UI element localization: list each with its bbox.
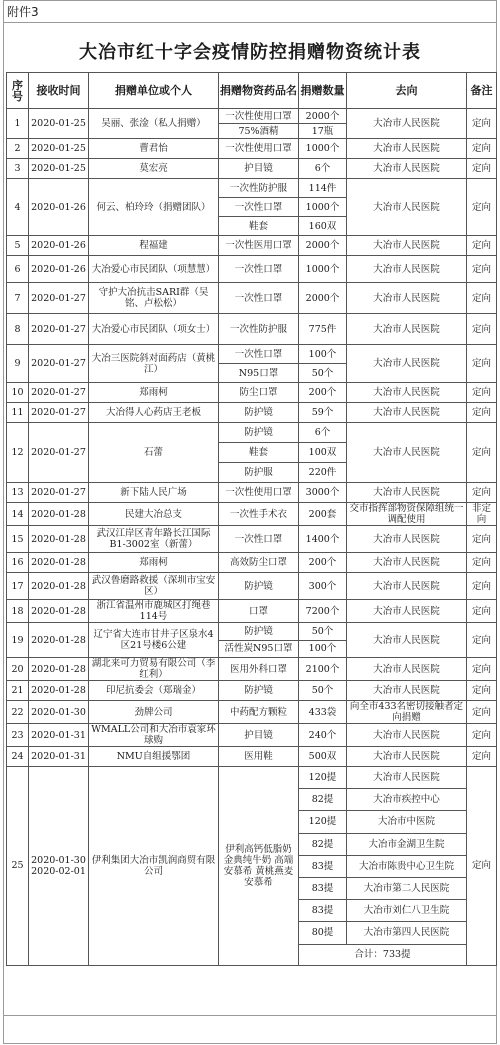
table-row (7, 314, 497, 345)
note: 定向 (467, 483, 497, 503)
note: 定向 (467, 573, 497, 600)
note: 非定向 (467, 503, 497, 526)
donor: 程福建 (89, 236, 219, 256)
note: 定向 (467, 423, 497, 483)
row-number: 22 (7, 701, 29, 724)
item-name: 75%酒精 (219, 124, 299, 139)
receive-date: 2020-01-28 (29, 573, 89, 600)
item-name: 一次性使用口罩 (219, 483, 299, 503)
note: 定向 (467, 314, 497, 345)
item-quantity: 80提 (299, 922, 347, 944)
table-row (7, 423, 497, 443)
item-name: 防护服 (219, 463, 299, 483)
item-quantity: 240个 (299, 724, 347, 747)
donor: NMU自组援鄂团 (89, 747, 219, 767)
item-name: 中药配方颗粒 (219, 701, 299, 724)
receive-date: 2020-01-27 (29, 483, 89, 503)
header-note: 备注 (467, 73, 497, 109)
header-date: 接收时间 (29, 73, 89, 109)
item-name: 一次性医用口罩 (219, 236, 299, 256)
table-row (7, 623, 497, 641)
donor: 大冶三医院斜对面药店（黄桃江） (89, 345, 219, 383)
receive-date: 2020-01-28 (29, 503, 89, 526)
item-quantity: 200套 (299, 503, 347, 526)
row-number: 2 (7, 139, 29, 159)
item-quantity: 59个 (299, 403, 347, 423)
note: 定向 (467, 623, 497, 658)
destination: 大冶市人民医院 (347, 283, 467, 314)
destination: 大冶市人民医院 (347, 623, 467, 658)
note: 定向 (467, 236, 497, 256)
item-quantity: 114件 (299, 179, 347, 198)
destination: 大冶市人民医院 (347, 747, 467, 767)
note: 定向 (467, 701, 497, 724)
header-no: 序号 (7, 73, 29, 109)
receive-date: 2020-01-30 (29, 701, 89, 724)
receive-date: 2020-01-28 (29, 553, 89, 573)
donation-table (6, 72, 497, 966)
table-row (7, 109, 497, 124)
row-number: 4 (7, 179, 29, 236)
item-name: 防护镜 (219, 681, 299, 701)
table-row (7, 701, 497, 724)
header-donor: 捐赠单位或个人 (89, 73, 219, 109)
table-row (7, 600, 497, 623)
grid-line (4, 22, 496, 23)
item-quantity: 2000个 (299, 236, 347, 256)
item-name: 防护镜 (219, 423, 299, 443)
donor: 曹君怡 (89, 139, 219, 159)
item-quantity: 775件 (299, 314, 347, 345)
item-name: 一次性口罩 (219, 198, 299, 217)
donor: 民建大冶总支 (89, 503, 219, 526)
table-row (7, 681, 497, 701)
receive-date: 2020-01-27 (29, 314, 89, 345)
item-name: 一次性使用口罩 (219, 139, 299, 159)
note: 定向 (467, 600, 497, 623)
item-quantity: 83提 (299, 900, 347, 922)
total-quantity: 合计：733提 (299, 944, 467, 965)
row-number: 10 (7, 383, 29, 403)
row-number: 5 (7, 236, 29, 256)
receive-date: 2020-01-27 (29, 383, 89, 403)
receive-date: 2020-01-28 (29, 600, 89, 623)
destination: 大冶市人民医院 (347, 423, 467, 483)
receive-date: 2020-01-28 (29, 526, 89, 553)
table-row (7, 658, 497, 681)
receive-date: 2020-01-27 (29, 423, 89, 483)
note: 定向 (467, 345, 497, 383)
item-name: 防护镜 (219, 623, 299, 641)
receive-date: 2020-01-25 (29, 109, 89, 139)
receive-date: 2020-01-28 (29, 681, 89, 701)
row-number: 16 (7, 553, 29, 573)
note: 定向 (467, 283, 497, 314)
item-quantity: 160双 (299, 217, 347, 236)
table-row (7, 345, 497, 364)
donor: 辽宁省大连市甘井子区泉水4区21号楼6公建 (89, 623, 219, 658)
note: 定向 (467, 553, 497, 573)
item-quantity: 17瓶 (299, 124, 347, 139)
destination: 大冶市人民医院 (347, 236, 467, 256)
destination: 大冶市第四人民医院 (347, 922, 467, 944)
note: 定向 (467, 526, 497, 553)
destination: 大冶市人民医院 (347, 573, 467, 600)
table-row (7, 403, 497, 423)
receive-date: 2020-01-27 (29, 345, 89, 383)
note: 定向 (467, 179, 497, 236)
item-quantity: 50个 (299, 681, 347, 701)
table-row (7, 767, 497, 789)
note: 定向 (467, 681, 497, 701)
item-name: 一次性口罩 (219, 283, 299, 314)
donor: 伊利集团大冶市凯润商贸有限公司 (89, 767, 219, 966)
grid-line (4, 1043, 496, 1044)
receive-date: 2020-01-26 (29, 236, 89, 256)
item-quantity: 1000个 (299, 198, 347, 217)
row-number: 3 (7, 159, 29, 179)
note: 定向 (467, 403, 497, 423)
row-number: 24 (7, 747, 29, 767)
item-quantity: 200个 (299, 383, 347, 403)
table-row (7, 283, 497, 314)
row-number: 20 (7, 658, 29, 681)
item-name: 口罩 (219, 600, 299, 623)
item-name: 高效防尘口罩 (219, 553, 299, 573)
item-quantity: 50个 (299, 623, 347, 641)
row-number: 23 (7, 724, 29, 747)
item-quantity: 500双 (299, 747, 347, 767)
destination: 大冶市人民医院 (347, 139, 467, 159)
item-name: 一次性手术衣 (219, 503, 299, 526)
item-quantity: 120提 (299, 811, 347, 833)
destination: 大冶市人民医院 (347, 767, 467, 789)
destination: 大冶市人民医院 (347, 179, 467, 236)
item-name: 护目镜 (219, 159, 299, 179)
row-number: 9 (7, 345, 29, 383)
destination: 大冶市人民医院 (347, 159, 467, 179)
grid-line (4, 1015, 496, 1016)
table-row (7, 553, 497, 573)
destination: 大冶市人民医院 (347, 600, 467, 623)
item-name: 鞋套 (219, 443, 299, 463)
header-item: 捐赠物资药品名 (219, 73, 299, 109)
row-number: 12 (7, 423, 29, 483)
donor: 大冶爱心市民团队（项慧慧） (89, 256, 219, 283)
item-quantity: 50个 (299, 364, 347, 383)
table-row (7, 483, 497, 503)
page-title: 大冶市红十字会疫情防控捐赠物资统计表 (79, 42, 421, 63)
destination: 大冶市人民医院 (347, 314, 467, 345)
table-header-row (7, 73, 497, 109)
item-name: 防护镜 (219, 403, 299, 423)
item-name: 伊利高钙低脂奶 金典纯牛奶 高端安慕希 黄桃燕麦安慕希 (219, 767, 299, 966)
item-quantity: 433袋 (299, 701, 347, 724)
header-qty: 捐赠数量 (299, 73, 347, 109)
destination: 大冶市人民医院 (347, 345, 467, 383)
table-row (7, 256, 497, 283)
item-quantity: 6个 (299, 423, 347, 443)
receive-date: 2020-01-26 (29, 179, 89, 236)
receive-date-start: 2020-01-30 (31, 854, 86, 866)
row-number: 19 (7, 623, 29, 658)
note: 定向 (467, 139, 497, 159)
item-quantity: 100双 (299, 443, 347, 463)
item-name: 一次性防护服 (219, 179, 299, 198)
item-name: 一次性口罩 (219, 526, 299, 553)
row-number: 21 (7, 681, 29, 701)
receive-date: 2020-01-28 (29, 623, 89, 658)
item-quantity: 300个 (299, 573, 347, 600)
donor: 印尼抗委会（郑瑞金） (89, 681, 219, 701)
item-quantity: 7200个 (299, 600, 347, 623)
table-row (7, 139, 497, 159)
row-number: 18 (7, 600, 29, 623)
row-number: 1 (7, 109, 29, 139)
item-quantity: 6个 (299, 159, 347, 179)
destination: 大冶市刘仁八卫生院 (347, 900, 467, 922)
table-row (7, 526, 497, 553)
destination: 大冶市金湖卫生院 (347, 833, 467, 855)
table-row (7, 236, 497, 256)
donor: 武汉江岸区青年路长江国际B1-3002室（新蕾） (89, 526, 219, 553)
donor: 大冶得人心药店王老板 (89, 403, 219, 423)
item-name: 一次性口罩 (219, 345, 299, 364)
item-quantity: 2000个 (299, 109, 347, 124)
receive-date: 2020-01-25 (29, 139, 89, 159)
receive-date-end: 2020-02-01 (31, 865, 86, 877)
item-quantity: 1000个 (299, 139, 347, 159)
item-name: 一次性口罩 (219, 256, 299, 283)
donor: 湖北来可力贸易有限公司（李红利） (89, 658, 219, 681)
item-quantity: 82提 (299, 833, 347, 855)
item-quantity: 83提 (299, 877, 347, 899)
row-number: 14 (7, 503, 29, 526)
spreadsheet-sheet (3, 0, 497, 1044)
receive-date: 2020-01-25 (29, 159, 89, 179)
donor: 劲牌公司 (89, 701, 219, 724)
item-name: 防尘口罩 (219, 383, 299, 403)
item-name: 鞋套 (219, 217, 299, 236)
destination: 大冶市人民医院 (347, 483, 467, 503)
row-number: 25 (7, 767, 29, 966)
destination: 大冶市人民医院 (347, 403, 467, 423)
item-quantity: 1000个 (299, 256, 347, 283)
item-quantity: 3000个 (299, 483, 347, 503)
donor: 浙江省温州市鹿城区打绳巷114号 (89, 600, 219, 623)
donor: 郑雨柯 (89, 383, 219, 403)
donor: 石蕾 (89, 423, 219, 483)
receive-date: 2020-01-27 (29, 403, 89, 423)
donor: 守护大冶抗击SARI群（吴铭、卢松松） (89, 283, 219, 314)
item-name: 医用外科口罩 (219, 658, 299, 681)
destination: 大冶市中医院 (347, 811, 467, 833)
header-destination: 去向 (347, 73, 467, 109)
table-row (7, 179, 497, 198)
item-quantity: 82提 (299, 789, 347, 811)
table-row (7, 383, 497, 403)
donor: 新下陆人民广场 (89, 483, 219, 503)
destination: 大冶市人民医院 (347, 256, 467, 283)
item-quantity: 2000个 (299, 283, 347, 314)
note: 定向 (467, 747, 497, 767)
donor: 莫宏亮 (89, 159, 219, 179)
item-quantity: 83提 (299, 855, 347, 877)
donor: 何云、柏玲玲（捐赠团队） (89, 179, 219, 236)
receive-date: 2020-01-26 (29, 256, 89, 283)
item-name: 一次性使用口罩 (219, 109, 299, 124)
note: 定向 (467, 159, 497, 179)
row-number: 8 (7, 314, 29, 345)
item-name: 活性炭N95口罩 (219, 640, 299, 658)
destination: 大冶市人民医院 (347, 383, 467, 403)
note: 定向 (467, 767, 497, 966)
row-number: 6 (7, 256, 29, 283)
destination: 大冶市疾控中心 (347, 789, 467, 811)
note: 定向 (467, 256, 497, 283)
donor: 武汉鲁磨路救援（深圳市宝安区） (89, 573, 219, 600)
receive-date: 2020-01-31 (29, 724, 89, 747)
table-row (7, 503, 497, 526)
note: 定向 (467, 383, 497, 403)
row-number: 7 (7, 283, 29, 314)
table-row (7, 159, 497, 179)
note: 定向 (467, 724, 497, 747)
donor: 吴丽、张淦（私人捐赠） (89, 109, 219, 139)
row-number: 15 (7, 526, 29, 553)
item-name: 医用鞋 (219, 747, 299, 767)
destination: 向全市433名密切接触者定向捐赠 (347, 701, 467, 724)
destination: 大冶市第二人民医院 (347, 877, 467, 899)
receive-date: 2020-01-27 (29, 283, 89, 314)
attachment-label: 附件3 (7, 5, 39, 19)
note: 定向 (467, 658, 497, 681)
item-quantity: 200个 (299, 553, 347, 573)
grid-line (4, 0, 496, 1)
destination: 大冶市陈贵中心卫生院 (347, 855, 467, 877)
destination: 大冶市人民医院 (347, 681, 467, 701)
donor: 大冶爱心市民团队（项女士） (89, 314, 219, 345)
donor: 郑雨柯 (89, 553, 219, 573)
item-name: 护目镜 (219, 724, 299, 747)
item-quantity: 120提 (299, 767, 347, 789)
destination: 大冶市人民医院 (347, 724, 467, 747)
donor: WMALL公司和大冶市袁家环球购 (89, 724, 219, 747)
table-row (7, 747, 497, 767)
destination: 大冶市人民医院 (347, 553, 467, 573)
destination: 交市指挥部物资保障组统一调配使用 (347, 503, 467, 526)
receive-date: 2020-01-31 (29, 747, 89, 767)
destination: 大冶市人民医院 (347, 109, 467, 139)
destination: 大冶市人民医院 (347, 526, 467, 553)
receive-date: 2020-01-28 (29, 658, 89, 681)
item-quantity: 220件 (299, 463, 347, 483)
receive-date (29, 767, 89, 966)
item-quantity: 100个 (299, 640, 347, 658)
row-number: 11 (7, 403, 29, 423)
table-row (7, 724, 497, 747)
destination: 大冶市人民医院 (347, 658, 467, 681)
table-row (7, 573, 497, 600)
item-name: 一次性防护服 (219, 314, 299, 345)
item-quantity: 100个 (299, 345, 347, 364)
item-name: 防护镜 (219, 573, 299, 600)
item-quantity: 2100个 (299, 658, 347, 681)
row-number: 17 (7, 573, 29, 600)
item-name: N95口罩 (219, 364, 299, 383)
item-quantity: 1400个 (299, 526, 347, 553)
note: 定向 (467, 109, 497, 139)
row-number: 13 (7, 483, 29, 503)
table-body (7, 109, 497, 966)
